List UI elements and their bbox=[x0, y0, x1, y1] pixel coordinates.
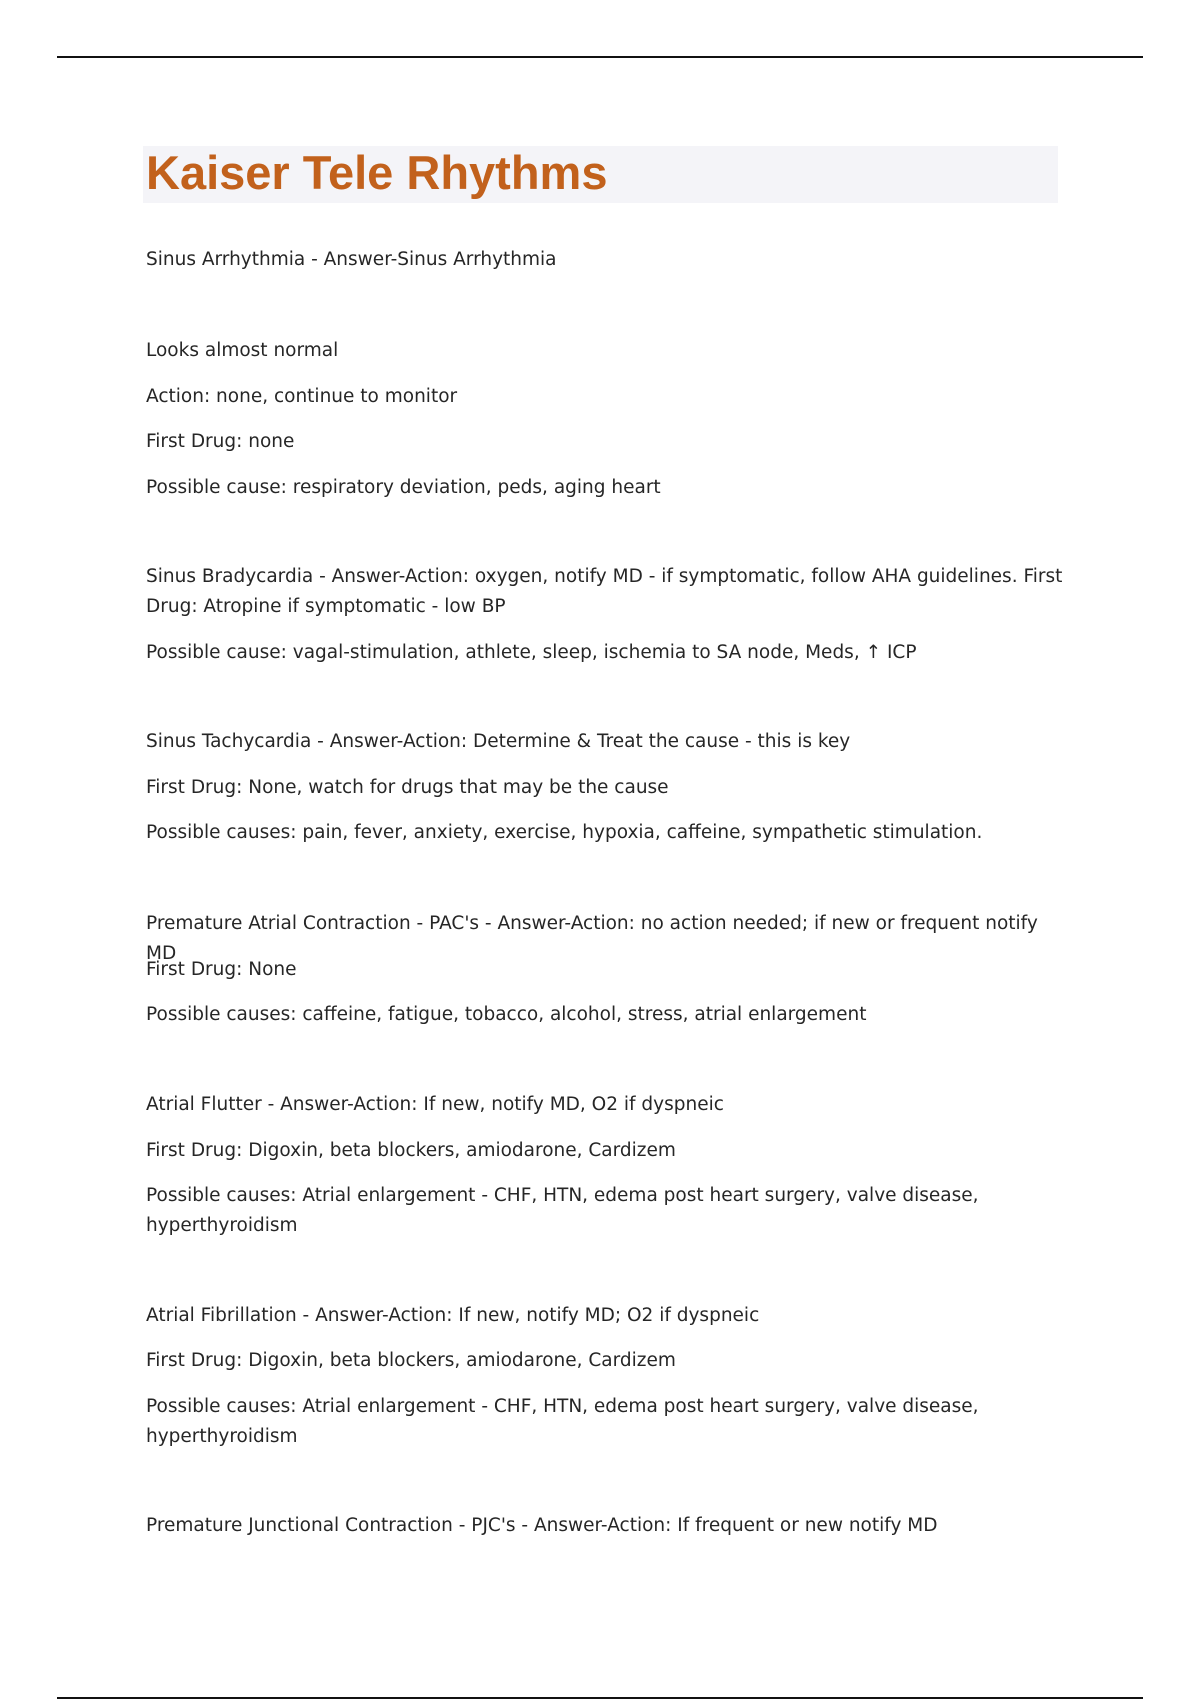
bottom-rule bbox=[57, 1697, 1143, 1699]
sinus-bradycardia-heading: Sinus Bradycardia - Answer-Action: oxygen, notify MD - if symptomatic, follow AHA guidelines. First Drug: Atropine if symptomatic - low BP bbox=[146, 566, 1063, 617]
sinus-arrhythmia-cause: Possible cause: respiratory deviation, peds, aging heart bbox=[146, 477, 661, 498]
sinus-bradycardia-cause: Possible cause: vagal-stimulation, athlete, sleep, ischemia to SA node, Meds, ↑ ICP bbox=[146, 642, 917, 663]
atrial-fibrillation-first-drug: First Drug: Digoxin, beta blockers, amiodarone, Cardizem bbox=[146, 1350, 676, 1371]
sinus-tachycardia-first-drug: First Drug: None, watch for drugs that may be the cause bbox=[146, 777, 669, 798]
sinus-arrhythmia-first-drug: First Drug: none bbox=[146, 431, 295, 452]
document-title: Kaiser Tele Rhythms bbox=[146, 146, 608, 199]
sinus-tachycardia-heading: Sinus Tachycardia - Answer-Action: Determine & Treat the cause - this is key bbox=[146, 731, 851, 752]
pac-causes: Possible causes: caffeine, fatigue, tobacco, alcohol, stress, atrial enlargement bbox=[146, 1004, 867, 1025]
atrial-fibrillation-heading: Atrial Fibrillation - Answer-Action: If new, notify MD; O2 if dyspneic bbox=[146, 1305, 760, 1326]
sinus-arrhythmia-heading: Sinus Arrhythmia - Answer-Sinus Arrhythmia bbox=[146, 249, 557, 270]
pac-heading: Premature Atrial Contraction - PAC's - Answer-Action: no action needed; if new or frequent notify MD bbox=[146, 913, 1038, 964]
atrial-flutter-causes: Possible causes: Atrial enlargement - CHF, HTN, edema post heart surgery, valve disease, hyperthyroidism bbox=[146, 1185, 979, 1236]
top-rule bbox=[57, 56, 1143, 58]
sinus-arrhythmia-action: Action: none, continue to monitor bbox=[146, 386, 458, 407]
pac-first-drug: First Drug: None bbox=[146, 959, 297, 980]
sinus-arrhythmia-appearance: Looks almost normal bbox=[146, 340, 339, 361]
atrial-flutter-first-drug: First Drug: Digoxin, beta blockers, amiodarone, Cardizem bbox=[146, 1140, 676, 1161]
atrial-fibrillation-causes: Possible causes: Atrial enlargement - CHF, HTN, edema post heart surgery, valve disease, hyperthyroidism bbox=[146, 1396, 979, 1447]
atrial-flutter-heading: Atrial Flutter - Answer-Action: If new, notify MD, O2 if dyspneic bbox=[146, 1094, 724, 1115]
sinus-tachycardia-causes: Possible causes: pain, fever, anxiety, exercise, hypoxia, caffeine, sympathetic stimulation. bbox=[146, 822, 983, 843]
pjc-heading: Premature Junctional Contraction - PJC's - Answer-Action: If frequent or new notify MD bbox=[146, 1515, 938, 1536]
